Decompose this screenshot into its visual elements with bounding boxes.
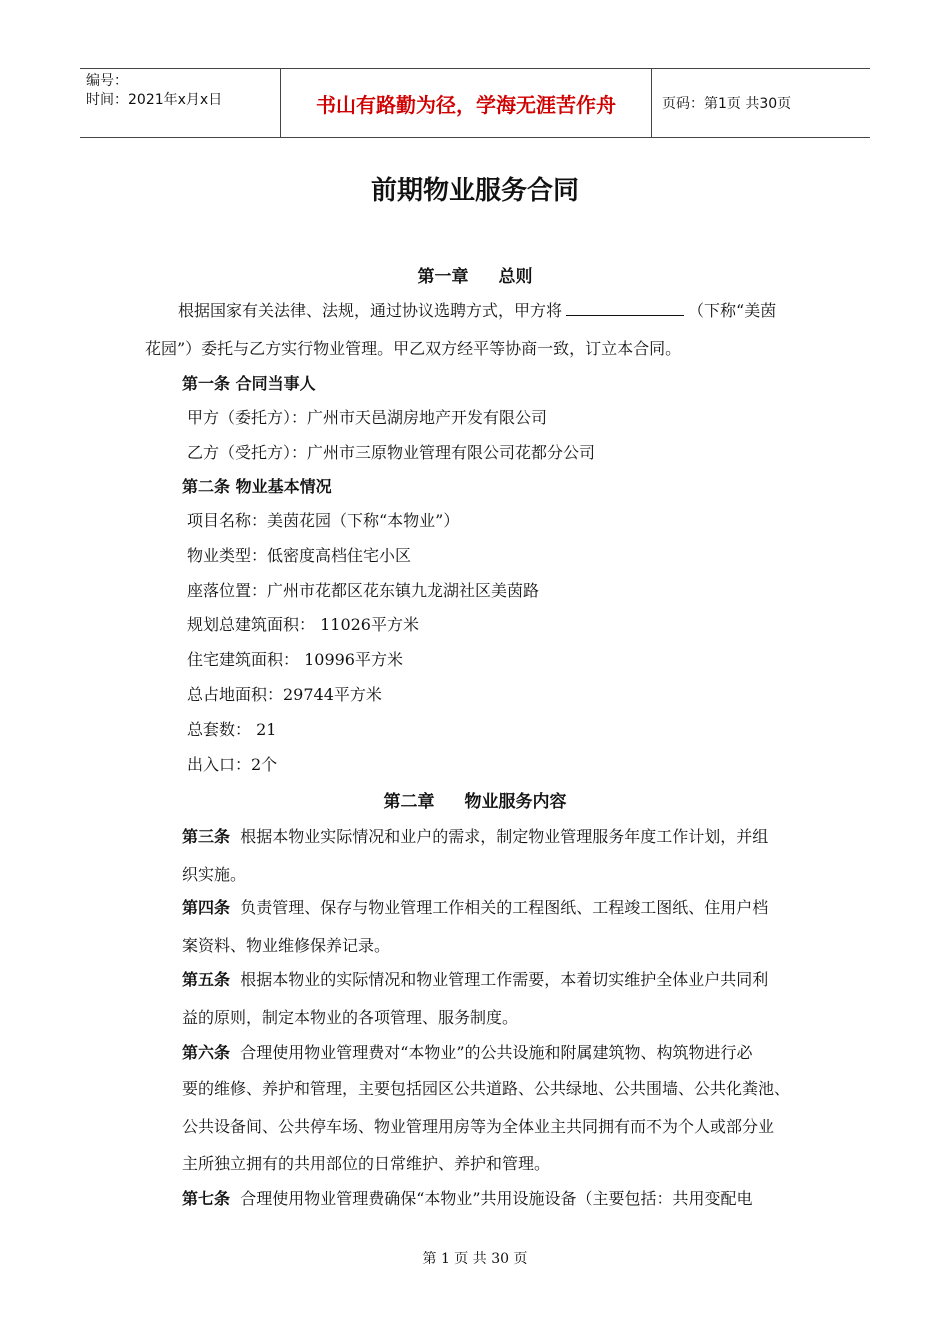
chapter-number: 第一章: [417, 267, 469, 287]
chapter-heading: [0, 787, 950, 812]
article-text: 益的原则，制定本物业的各项管理、服务制度。: [182, 1008, 519, 1027]
intro-line-1: [178, 298, 776, 321]
article-label: 第三条: [182, 827, 231, 846]
property-item: 座落位置：广州市花都区花东镇九龙湖社区美茵路: [187, 581, 540, 600]
article-label: 第七条: [182, 1189, 231, 1208]
article-text: 织实施。: [182, 865, 247, 884]
property-item: 规划总建筑面积： 11026平方米: [187, 615, 419, 634]
chapter-heading: [0, 262, 950, 287]
header-meta: [80, 69, 280, 137]
article-text: 公共设备间、公共停车场、物业管理用房等为全体业主共同拥有而不为个人或部分业: [182, 1117, 775, 1136]
chapter-name: 物业服务内容: [464, 792, 567, 812]
time-label: 时间：2021年x月x日: [86, 92, 223, 108]
article-label: 第四条: [182, 898, 231, 917]
party-a: 甲方（委托方）：广州市天邑湖房地产开发有限公司: [187, 408, 548, 427]
page-footer: 第 1 页 共 30 页: [422, 1251, 528, 1267]
header-page-info: 页码：第1页 共30页: [662, 96, 792, 112]
article-6: [182, 1040, 753, 1063]
property-item: 物业类型：低密度高档住宅小区: [187, 546, 412, 565]
property-item: 项目名称：美茵花园（下称“本物业”）: [187, 511, 460, 530]
article-heading: 第一条 合同当事人: [182, 374, 316, 393]
article-text: 根据本物业实际情况和业户的需求，制定物业管理服务年度工作计划，并组: [240, 827, 769, 846]
property-item: 总套数： 21: [187, 720, 277, 739]
chapter-name: 总则: [498, 267, 533, 287]
document-header: [80, 68, 870, 138]
intro-text: 根据国家有关法律、法规，通过协议选聘方式，甲方将: [178, 301, 563, 320]
article-label: 第五条: [182, 970, 231, 989]
property-item: 总占地面积：29744平方米: [187, 685, 382, 704]
article-label: 第六条: [182, 1043, 231, 1062]
header-motto: 书山有路勤为径，学海无涯苦作舟: [280, 69, 652, 137]
article-3: [182, 824, 768, 847]
article-text: 负责管理、保存与物业管理工作相关的工程图纸、工程竣工图纸、住用户档: [240, 898, 769, 917]
intro-line-2: 花园”）委托与乙方实行物业管理。甲乙双方经平等协商一致，订立本合同。: [145, 339, 682, 358]
article-7: [182, 1186, 753, 1209]
article-text: 案资料、物业维修保养记录。: [182, 936, 391, 955]
property-item: 出入口：2个: [187, 755, 278, 774]
article-text: 合理使用物业管理费对“本物业”的公共设施和附属建筑物、构筑物进行必: [240, 1043, 753, 1062]
intro-text: （下称“美茵: [688, 301, 777, 320]
article-text: 要的维修、养护和管理，主要包括园区公共道路、公共绿地、公共围墙、公共化粪池、: [182, 1079, 791, 1098]
article-text: 合理使用物业管理费确保“本物业”共用设施设备（主要包括：共用变配电: [240, 1189, 753, 1208]
article-text: 主所独立拥有的共用部位的日常维护、养护和管理。: [182, 1154, 551, 1173]
chapter-number: 第二章: [383, 792, 435, 812]
party-b: 乙方（受托方）：广州市三原物业管理有限公司花都分公司: [187, 443, 596, 462]
blank-field: [566, 301, 684, 316]
article-5: [182, 967, 768, 990]
document-title: 前期物业服务合同: [370, 176, 579, 206]
number-label: 编号：: [86, 73, 128, 89]
article-4: [182, 895, 768, 918]
article-text: 根据本物业的实际情况和物业管理工作需要，本着切实维护全体业户共同利: [240, 970, 769, 989]
article-heading: 第二条 物业基本情况: [182, 477, 332, 496]
property-item: 住宅建筑面积： 10996平方米: [187, 650, 403, 669]
